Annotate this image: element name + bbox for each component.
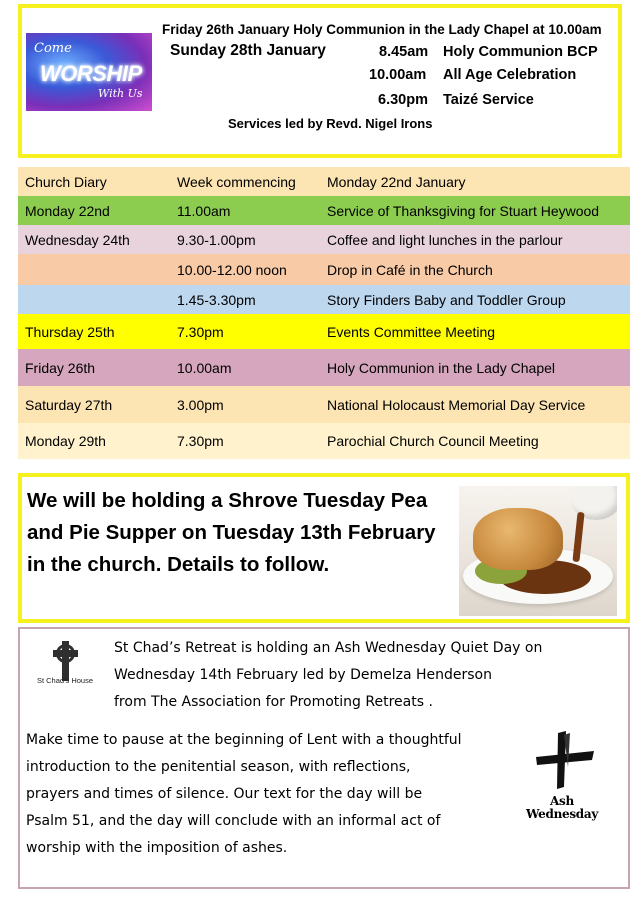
diary-day-cell	[18, 254, 170, 285]
diary-row	[18, 386, 630, 423]
diary-row	[18, 423, 630, 459]
diary-time-cell: 3.00pm	[177, 396, 224, 413]
diary-day-cell: Friday 26th	[25, 359, 96, 376]
friday-service-line: Friday 26th January Holy Communion in the Lady Chapel at 10.00am	[162, 22, 602, 37]
retreat-body-line: Make time to pause at the beginning of Lent with a thoughtful	[26, 732, 462, 748]
diary-event-cell: Service of Thanksgiving for Stuart Heywood	[327, 202, 600, 219]
sunday-service-name: Holy Communion BCP	[443, 44, 598, 60]
retreat-body-line: Psalm 51, and the day will conclude with an informal act of	[26, 813, 441, 829]
diary-row	[18, 285, 630, 314]
diary-row	[18, 196, 630, 225]
st-chads-house-label: St Chad's House	[36, 676, 94, 685]
ash-cross-icon	[514, 727, 610, 841]
diary-day-cell: Saturday 27th	[25, 396, 113, 413]
diary-row	[18, 314, 630, 349]
ash-wednesday-label	[514, 795, 610, 821]
come-worship-logo	[26, 33, 152, 111]
pie-and-gravy-photo	[459, 486, 617, 616]
services-box	[18, 4, 622, 158]
diary-time-cell: 7.30pm	[177, 433, 224, 449]
retreat-body-line: introduction to the penitential season, with reflections,	[26, 759, 411, 775]
ash-label-line: Wednesday	[525, 807, 599, 821]
shrove-tuesday-notice: We will be holding a Shrove Tuesday Pea and Pie Supper on Tuesday 13th February in the church. Details to follow.	[27, 489, 436, 576]
diary-day-cell	[18, 285, 170, 314]
diary-time-cell: 11.00am	[177, 202, 231, 219]
sunday-service-time: 8.45am	[379, 44, 429, 60]
diary-time-cell: 10.00am	[177, 359, 232, 376]
logo-come-text: Come	[34, 41, 72, 56]
retreat-body-line: worship with the imposition of ashes.	[26, 840, 288, 856]
diary-event-cell: Events Committee Meeting	[327, 323, 496, 340]
diary-day-cell: Wednesday 24th	[25, 231, 130, 248]
diary-time-cell: 7.30pm	[177, 323, 224, 340]
diary-day-cell: Monday 29th	[25, 433, 106, 449]
diary-header-row	[18, 167, 630, 196]
diary-day-cell: Monday 22nd	[25, 202, 110, 219]
retreat-intro	[114, 635, 614, 716]
sunday-label: Sunday 28th January	[170, 42, 326, 59]
diary-event-cell: Story Finders Baby and Toddler Group	[327, 291, 566, 308]
diary-time-cell: Week commencing	[177, 173, 296, 190]
diary-row	[18, 225, 630, 254]
services-led-by: Services led by Revd. Nigel Irons	[228, 116, 433, 131]
retreat-intro-line: from The Association for Promoting Retreats .	[114, 694, 433, 710]
diary-time-cell: 10.00-12.00 noon	[177, 261, 287, 278]
retreat-box	[18, 627, 630, 889]
diary-event-cell: Coffee and light lunches in the parlour	[327, 231, 563, 248]
diary-event-cell: Monday 22nd January	[327, 173, 466, 190]
sunday-service-time: 10.00am	[369, 67, 427, 83]
ash-label-line: Ash	[550, 794, 574, 808]
pie-shape	[473, 508, 563, 570]
sunday-service-name: All Age Celebration	[443, 67, 577, 83]
retreat-intro-line: Wednesday 14th February led by Demelza Henderson	[114, 667, 492, 683]
logo-with-us-text: With Us	[98, 87, 143, 100]
sunday-service-name: Taizé Service	[443, 92, 534, 108]
retreat-body-line: prayers and times of silence. Our text for the day will be	[26, 786, 423, 802]
diary-time-cell: 9.30-1.00pm	[177, 231, 256, 248]
logo-worship-text: WORSHIP	[40, 61, 142, 86]
retreat-body	[26, 727, 510, 862]
diary-event-cell: Parochial Church Council Meeting	[327, 433, 539, 449]
celtic-cross-icon	[36, 637, 94, 701]
diary-event-cell: Holy Communion in the Lady Chapel	[327, 359, 556, 376]
diary-event-cell: National Holocaust Memorial Day Service	[327, 396, 586, 413]
diary-time-cell: 1.45-3.30pm	[177, 291, 256, 308]
diary-day-cell: Church Diary	[25, 173, 107, 190]
shrove-tuesday-box	[18, 473, 630, 623]
diary-day-cell: Thursday 25th	[25, 323, 115, 340]
diary-row	[18, 349, 630, 386]
sunday-service-time: 6.30pm	[378, 92, 428, 108]
diary-row	[18, 254, 630, 285]
church-diary-table	[18, 167, 630, 459]
diary-event-cell: Drop in Café in the Church	[327, 261, 493, 278]
retreat-intro-line: St Chad’s Retreat is holding an Ash Wednesday Quiet Day on	[114, 640, 543, 656]
